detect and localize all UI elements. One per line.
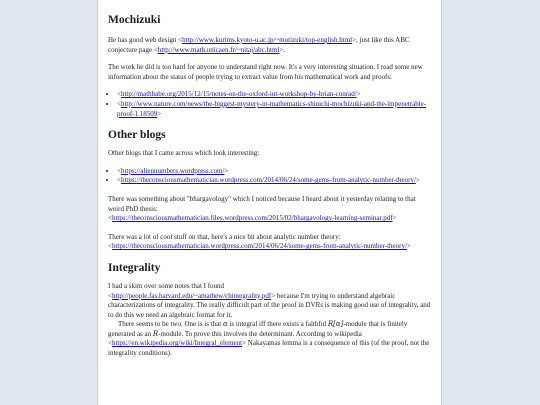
link-analytic-number-theory[interactable]: https://theconsciousmathematician.wordpress.com/2014/06/24/some-gems-from-analytic-number-theory/ bbox=[111, 242, 407, 251]
list-item: • <https://theconsciousmathematician.wordpress.com/2014/06/24/some-gems-from-analytic-number-theory/> bbox=[117, 176, 431, 186]
list-item: • <https://aliennumbers.wordpress.com/> bbox=[117, 167, 431, 177]
link-nature[interactable]: http://www.nature.com/news/the-biggest-mystery-in-mathematics-shinichi-mochizuki-and-the-impenetrable-proof-1.18509 bbox=[117, 99, 427, 118]
other-blogs-intro: Other blogs that I came across which look interesting: bbox=[108, 149, 260, 158]
bhargavology-paragraph: There was something about "bhargavology" which I noticed because I heard about it yesterday relating to that weird PhD thesis: <https://theconsciousmathematician.files.wordpress.com/2015/02/bhargavology-learning-seminar.pdf> bbox=[108, 194, 416, 223]
link-wikipedia-integral-element[interactable]: https://en.wikipedia.org/wiki/Integral_element bbox=[111, 339, 243, 348]
link-abc-conjecture[interactable]: http://www.math.unicaen.fr/~nitaj/abc.html bbox=[157, 45, 280, 54]
heading-integrality: Integrality bbox=[108, 261, 161, 274]
link-conscious-mathematician[interactable]: https://theconsciousmathematician.wordpress.com/2014/06/24/some-gems-from-analytic-number-theory/ bbox=[120, 176, 416, 185]
mochizuki-paragraph-2: The work he did is too hard for anyone to understand right now. It's a very interesting situation. I read some new information about the status of people trying to extract value from his mathematical work and proofs: bbox=[108, 63, 423, 81]
other-blogs-links-list bbox=[108, 167, 431, 186]
link-aliennumbers[interactable]: https://aliennumbers.wordpress.com/ bbox=[120, 166, 225, 175]
integrality-paragraph-2: There seems to be two. One is is that α is integral iff there exists a faithful R[α]-module that is finitely generated as an R-module. To prove this involves the determinant. According to wikipedia <https://en.wikipedia.org/wiki/Integral_element> Nakayamas lemma is a consequence of this (of the proof, not the integrality conditions). bbox=[108, 320, 430, 358]
heading-mochizuki: Mochizuki bbox=[108, 14, 161, 26]
link-mathbabe[interactable]: http://mathbabe.org/2015/12/15/notes-on-the-oxford-iut-workshop-by-brian-conrad/ bbox=[120, 90, 357, 99]
link-mochizuki-homepage[interactable]: http://www.kurims.kyoto-u.ac.jp/~motizuki/top-english.html bbox=[182, 36, 353, 44]
heading-other-blogs: Other blogs bbox=[108, 129, 166, 142]
blog-page bbox=[97, 0, 442, 405]
link-bhargavology-seminar[interactable]: https://theconsciousmathematician.files.wordpress.com/2015/02/bhargavology-learning-seminar.pdf bbox=[111, 214, 393, 223]
integrality-paragraph-1: I had a skim over some notes that I found <http://people.fas.harvard.edu/~amathew/chintegrality.pdf> because I'm trying to understand algebraic characterizations of integrality. The really difficult part of the proof in DVRs is making good use of integrality, and to do this we need an algebraic format for it. bbox=[108, 281, 431, 319]
list-item: • <http://mathbabe.org/2015/12/15/notes-on-the-oxford-iut-workshop-by-brian-conrad/> bbox=[117, 90, 431, 100]
mochizuki-paragraph-1: He has good web design <http://www.kurims.kyoto-u.ac.jp/~motizuki/top-english.html>, just like this ABC conjecture page <http://www.math.unicaen.fr/~nitaj/abc.html>. bbox=[108, 36, 410, 54]
mochizuki-links-list bbox=[108, 90, 431, 119]
analytic-number-theory-paragraph: There was a lot of cool stuff on that, here's a nice bit about analytic number theory: <https://theconsciousmathematician.wordpress.com/2014/06/24/some-gems-from-analytic-number-theory/> bbox=[108, 232, 411, 251]
link-integrality-notes[interactable]: http://people.fas.harvard.edu/~amathew/chintegrality.pdf bbox=[111, 291, 272, 300]
list-item: • <http://www.nature.com/news/the-biggest-mystery-in-mathematics-shinichi-mochizuki-and-the-impenetrable-proof-1.18509> bbox=[117, 100, 431, 119]
